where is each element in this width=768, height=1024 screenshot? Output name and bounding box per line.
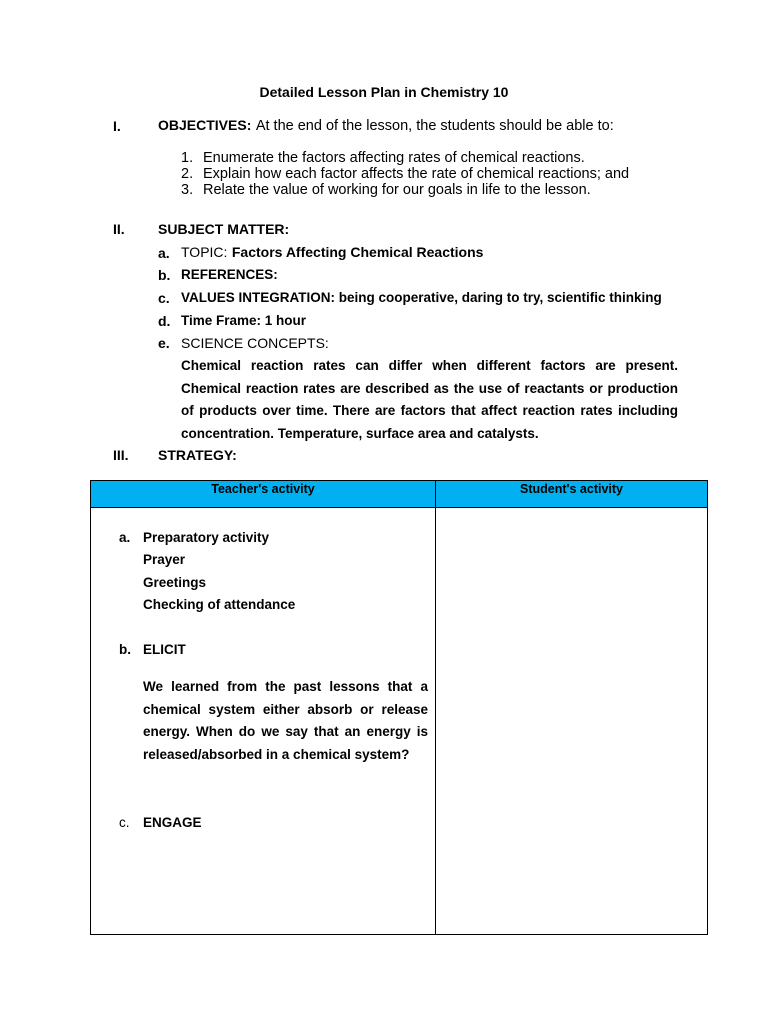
preparatory-activity-label: Preparatory activity [143, 530, 270, 545]
section-numeral-objectives: I. [113, 118, 121, 134]
greetings-label: Greetings [143, 575, 207, 590]
objectives-heading [158, 117, 614, 135]
objectives-intro: At the end of the lesson, the students should be able to: [255, 118, 614, 134]
header-students-activity: Student's activity [520, 482, 623, 496]
objectives-label: OBJECTIVES: [158, 117, 252, 133]
engage-letter: c. [119, 815, 130, 830]
column-divider [435, 481, 436, 934]
objective-number: 2. [181, 166, 194, 182]
objective-number: 3. [181, 182, 194, 198]
values-integration: VALUES INTEGRATION: being cooperative, daring to try, scientific thinking [181, 290, 662, 305]
preparatory-letter: a. [119, 530, 131, 545]
attendance-label: Checking of attendance [143, 597, 296, 612]
references-label: REFERENCES: [181, 267, 278, 282]
subject-item-letter: e. [158, 335, 170, 351]
elicit-paragraph: We learned from the past lessons that a chemical system either absorb or release energy. When do we say that an energy is released/absorbed in a chemical system? [143, 679, 428, 762]
elicit-label: ELICIT [143, 642, 186, 657]
subject-item-letter: a. [158, 245, 170, 261]
subject-item-letter: c. [158, 290, 170, 306]
science-concepts-label: SCIENCE CONCEPTS: [181, 335, 329, 351]
section-numeral-subject-matter: II. [113, 221, 125, 237]
subject-item-letter: d. [158, 313, 171, 329]
elicit-letter: b. [119, 642, 131, 657]
document-title: Detailed Lesson Plan in Chemistry 10 [259, 84, 509, 100]
objective-text: Enumerate the factors affecting rates of chemical reactions. [203, 150, 585, 166]
objective-text: Explain how each factor affects the rate of chemical reactions; and [203, 166, 630, 182]
objective-number: 1. [181, 150, 194, 166]
strategy-label: STRATEGY: [158, 447, 237, 463]
topic-line [181, 244, 483, 262]
header-teachers-activity: Teacher's activity [211, 482, 315, 496]
subject-matter-label: SUBJECT MATTER: [158, 221, 290, 237]
engage-label: ENGAGE [143, 815, 202, 830]
topic-label: TOPIC: [181, 244, 228, 260]
objective-text: Relate the value of working for our goals in life to the lesson. [203, 182, 591, 198]
section-numeral-strategy: III. [113, 447, 129, 463]
subject-item-letter: b. [158, 267, 171, 283]
topic-text: Factors Affecting Chemical Reactions [231, 244, 484, 260]
science-concepts-paragraph: Chemical reaction rates can differ when different factors are present. Chemical reaction rates are described as the use of reactants or production of products over time. There are factors that affect reaction rates including concentration. Temperature, surface area and catalysts. [181, 358, 678, 441]
prayer-label: Prayer [143, 552, 186, 567]
time-frame: Time Frame: 1 hour [181, 313, 307, 328]
